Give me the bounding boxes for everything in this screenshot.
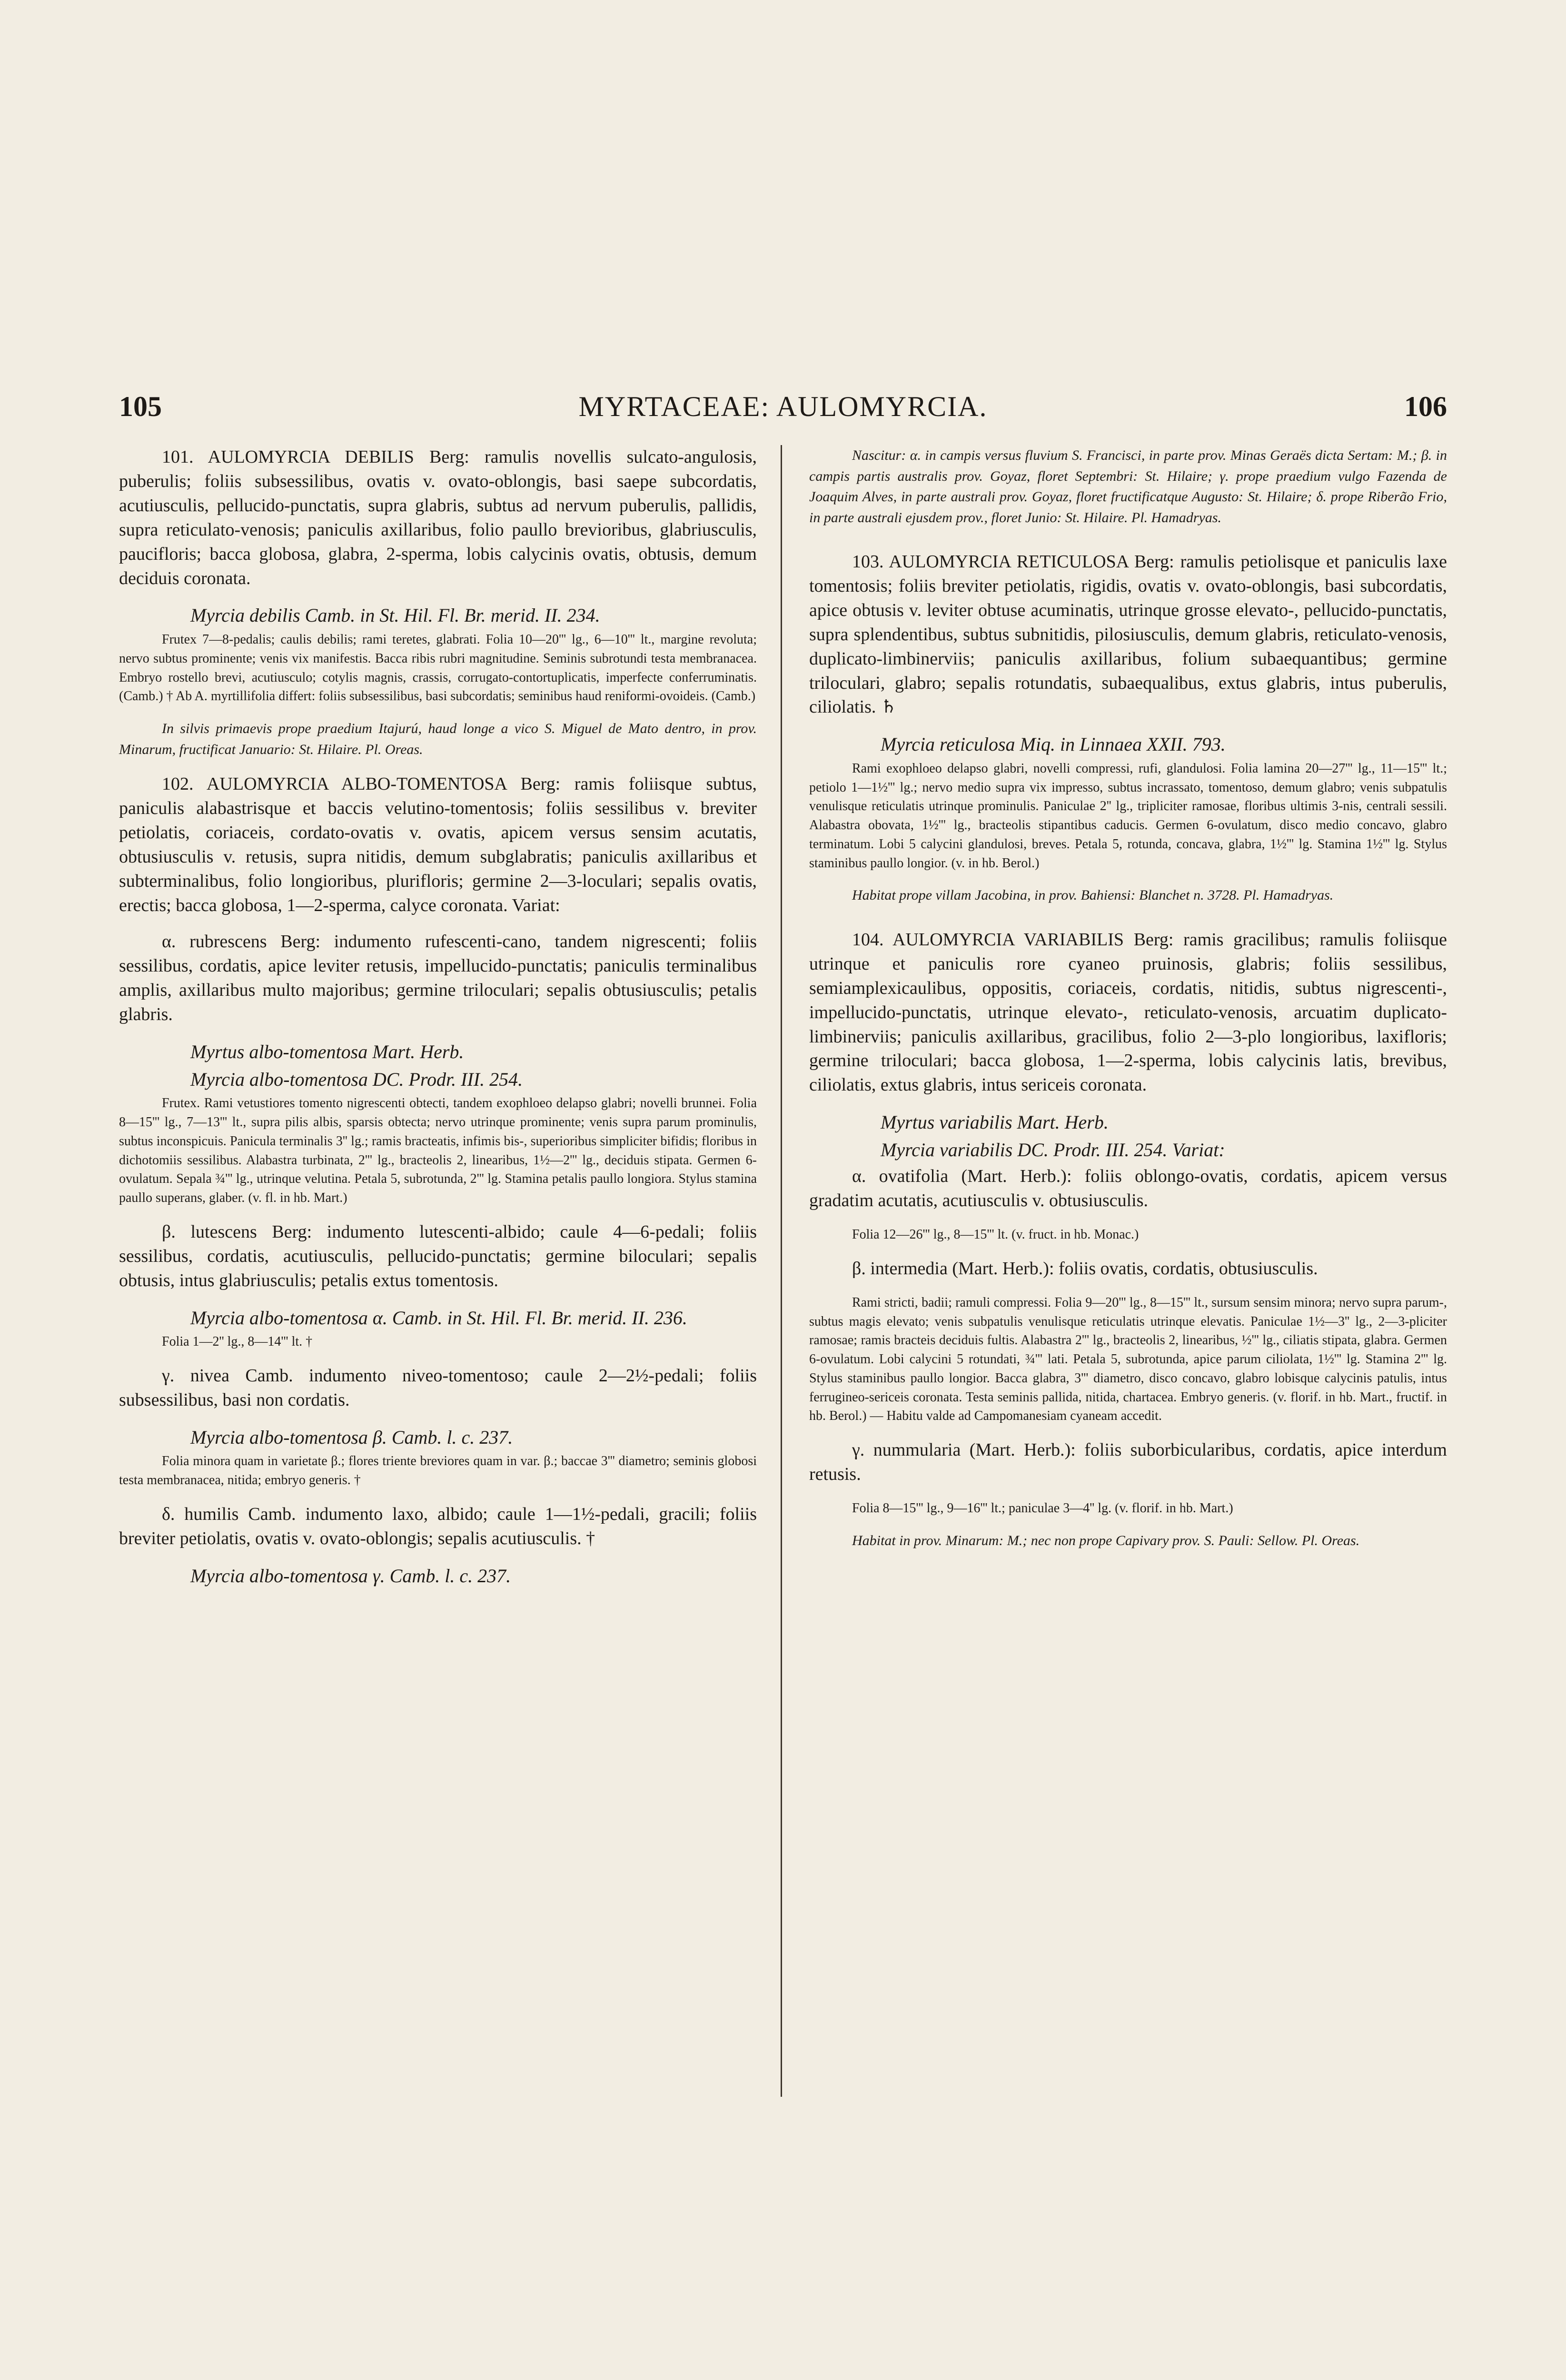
section-gap <box>809 918 1447 928</box>
synonym-line: Myrcia debilis Camb. in St. Hil. Fl. Br. merid. II. 234. <box>190 605 600 626</box>
species-notes: Frutex. Rami vetustiores tomento nigrescenti obtecti, tandem exophloeo delapso glabri; novelli brunnei. Folia 8—15''' lg., 7—13''' lt., supra pilis albis, sparsis obtecta; nervo utrinque prominente; venis supra parum prominulis, subtus inconspicuis. Panicula terminalis 3'' lg.; ramis bracteatis, infimis bis-, superioribus simpliciter bifidis; floribus in dichotomiis sessilibus. Alabastra turbinata, 2''' lg., bracteolis 2, linearibus, 1½—2''' lg., deciduis stipata. Germen 6-ovulatum. Sepala ¾''' lg., utrinque velutina. Petala 5, subrotunda, 2''' lg. Stamina petalis paullo longiora. Stylus stamina paullo superans, glaber. (v. fl. in hb. Mart.) <box>119 1096 757 1206</box>
synonym-line: Myrcia albo-tomentosa γ. Camb. l. c. 237. <box>190 1565 511 1587</box>
column-divider <box>781 445 782 2097</box>
synonym-line: Myrcia albo-tomentosa β. Camb. l. c. 237. <box>190 1426 513 1448</box>
variety-description: β. intermedia (Mart. Herb.): foliis ovatis, cordatis, obtusiusculis. <box>852 1259 1318 1279</box>
species-description: 102. AULOMYRCIA ALBO-TOMENTOSA Berg: ramis foliisque subtus, paniculis alabastrisque et baccis velutino-tomentosis; foliis sessilibus v. breviter petiolatis, coriaceis, cordato-ovatis v. ovatis, apicem versus sensim acutatis, obtusiusculis v. retusis, supra nitidis, demum subglabratis; paniculis axillaribus et subterminalibus, folio longioribus, plurifloris; germine 2—3-loculari; sepalis ovatis, erectis; bacca globosa, 1—2-sperma, calyce coronata. Variat: <box>119 774 757 915</box>
synonym-line: Myrcia albo-tomentosa DC. Prodr. III. 254. <box>190 1068 523 1090</box>
species-notes: Frutex 7—8-pedalis; caulis debilis; rami teretes, glabrati. Folia 10—20''' lg., 6—10''' lt., margine revoluta; nervo subtus prominente; venis vix manifestis. Bacca ribis rubri magnitudine. Seminis subrotundi testa membranacea. Embryo rostello brevi, acutiusculo; cotylis magnis, crassis, corrugato-contortuplicatis, imperfecte conferruminatis. (Camb.) † Ab A. myrtillifolia differt: foliis subsessilibus, basi subcordatis; seminibus haud reniformi-ovoideis. (Camb.) <box>119 632 757 704</box>
habitat-note: Habitat in prov. Minarum: M.; nec non prope Capivary prov. S. Pauli: Sellow. Pl. Oreas. <box>852 1532 1360 1548</box>
synonym-line: Myrtus variabilis Mart. Herb. <box>881 1111 1109 1133</box>
variety-description: α. rubrescens Berg: indumento rufescenti-cano, tandem nigrescenti; foliis sessilibus, cordatis, apice leviter retusis, impellucido-punctatis; paniculis terminalibus amplis, axillaribus multo majoribus; germine triloculari; sepalis obtusiusculis; petalis glabris. <box>119 932 757 1025</box>
page-number-left: 105 <box>119 391 162 422</box>
species-notes: Rami exophloeo delapso glabri, novelli compressi, rufi, glandulosi. Folia lamina 20—27''' lg., 11—15''' lt.; petiolo 1—1½''' lg.; nervo medio supra vix impresso, subtus incrassato, tomentoso, demum glabro; venis subpatulis venulisque reticulatis utrinque prominulis. Paniculae 2'' lg., tripliciter ramosae, floribus ultimis 3-nis, centrali sessili. Alabastra obovata, 1½''' lg., bracteolis stipantibus caducis. Germen 6-ovulatum, disco medio concavo, glabro terminatum. Lobi 5 calycini glandulosi, breves. Petala 5, rotunda, concava, glabra, 1½''' lg. Stamina 1½''' lg. Stylus staminibus paullo longior. (v. in hb. Berol.) <box>809 761 1447 871</box>
synonym-line: Myrcia reticulosa Miq. in Linnaea XXII. 793. <box>881 734 1226 755</box>
habitat-note: Nascitur: α. in campis versus fluvium S. Francisci, in parte prov. Minas Geraës dicta Sertam: M.; β. in campis partis australis prov. Goyaz, floret Septembri: St. Hilaire; γ. prope praedium vulgo Fazenda de Joaquim Alves, in parte australi prov. Goyaz, floret fructificatque Augusto: St. Hilaire; δ. prope Riberão Frio, in parte australi ejusdem prov., floret Junio: St. Hilaire. Pl. Hamadryas. <box>809 447 1447 526</box>
page-number-right: 106 <box>1404 391 1447 422</box>
variety-description: γ. nummularia (Mart. Herb.): foliis suborbicularibus, cordatis, apice interdum retusis. <box>809 1440 1447 1485</box>
species-description: 104. AULOMYRCIA VARIABILIS Berg: ramis gracilibus; ramulis foliisque utrinque et paniculis rore cyaneo pruinosis, glabris; foliis sessilibus, semiamplexicaulibus, oppositis, coriaceis, cordatis, nitidis, subtus nigrescenti-, impellucido-punctatis, utrinque elevato-, reticulato-venosis, arcuatim duplicato-limbinerviis; paniculis axillaribus, gracilibus, folio 2—3-plo longioribus, laxifloris; germine triloculari; bacca globosa, 1—2-sperma, lobis calycinis latis, brevibus, ciliolatis, extus glabris, intus sericeis coronata. <box>809 929 1447 1095</box>
habitat-note: In silvis primaevis prope praedium Itajurú, haud longe a vico S. Miguel de Mato dentro, in prov. Minarum, fructificat Januario: St. Hilaire. Pl. Oreas. <box>119 721 757 757</box>
variety-description: α. ovatifolia (Mart. Herb.): foliis oblongo-ovatis, cordatis, apicem versus gradatim acutatis, acutiusculis v. obtusiusculis. <box>809 1166 1447 1211</box>
species-notes: Folia 8—15''' lg., 9—16''' lt.; paniculae 3—4'' lg. (v. florif. in hb. Mart.) <box>852 1501 1233 1516</box>
species-description: 103. AULOMYRCIA RETICULOSA Berg: ramulis petiolisque et paniculis laxe tomentosis; foliis breviter petiolatis, rigidis, ovatis v. ovato-oblongis, basi subcordatis, apice obtusis v. leviter obtuse acuminatis, utrinque grosse elevato-, pellucido-punctatis, supra splendentibus, subtus subnitidis, pilosiusculis, demum glabris, reticulato-venosis, duplicato-limbinerviis; paniculis axillaribus, folium subaequantibus; germine triloculari, glabro; sepalis rotundatis, subaequalibus, extus glabris, intus puberulis, ciliolatis. ♄ <box>809 552 1447 717</box>
page-header <box>119 390 1447 433</box>
species-notes: Rami stricti, badii; ramuli compressi. Folia 9—20''' lg., 8—15''' lt., sursum sensim minora; nervo supra parum-, subtus magis elevato; venis subpatulis venulisque reticulatis utrinque elevatis. Paniculae 1½—3'' lg., 2—3-pliciter ramosae; ramis bracteis deciduis fultis. Alabastra 2''' lg., bracteolis 2, linearibus, ½''' lg., ciliatis stipata, glabra. Germen 6-ovulatum. Lobi calycini 5 rotundati, ¾''' lati. Petala 5, subrotunda, apice parum ciliolata, 1½''' lg. Stamina 2''' lg. Stylus staminibus paullo longior. Bacca glabra, 3''' diametro, disco concavo, glabro lobisque calycinis patulis, intus ferrugineo-sericeis coronata. Testa seminis pallida, nitida, chartacea. Embryo generis. (v. florif. in hb. Mart., fructif. in hb. Berol.) — Habitu valde ad Campomanesiam cyaneam accedit. <box>809 1295 1447 1424</box>
variety-description: β. lutescens Berg: indumento lutescenti-albido; caule 4—6-pedali; foliis sessilibus, cordatis, acutiusculis, pellucido-punctatis; germine biloculari; sepalis obtusis, intus glabriusculis; petalis extus tomentosis. <box>119 1221 757 1290</box>
running-title: MYRTACEAE: AULOMYRCIA. <box>578 391 988 422</box>
synonym-line: Myrcia variabilis DC. Prodr. III. 254. Variat: <box>881 1139 1225 1160</box>
variety-description: δ. humilis Camb. indumento laxo, albido; caule 1—1½-pedali, gracili; foliis breviter petiolatis, ovatis v. ovato-oblongis; sepalis acutiusculis. † <box>119 1504 757 1548</box>
section-gap <box>809 540 1447 550</box>
left-column <box>119 445 757 1590</box>
right-column <box>809 445 1447 1563</box>
species-notes: Folia minora quam in varietate β.; flores triente breviores quam in var. β.; baccae 3''' diametro; seminis globosi testa membranacea, nitida; embryo generis. † <box>119 1454 757 1488</box>
synonym-line: Myrtus albo-tomentosa Mart. Herb. <box>190 1041 464 1063</box>
species-notes: Folia 12—26''' lg., 8—15''' lt. (v. fruct. in hb. Monac.) <box>852 1227 1139 1242</box>
species-description: 101. AULOMYRCIA DEBILIS Berg: ramulis novellis sulcato-angulosis, puberulis; foliis subsessilibus, ovatis v. ovato-oblongis, basi saepe subcordatis, acutiusculis, pellucido-punctatis, supra glabris, subtus ad nervum puberulis, pallidis, supra reticulato-venosis; paniculis axillaribus, folio paullo brevioribus, glabriusculis, paucifloris; bacca globosa, glabra, 2-sperma, lobis calycinis ovatis, obtusis, demum deciduis coronata. <box>119 447 757 588</box>
species-notes: Folia 1—2'' lg., 8—14''' lt. † <box>162 1334 313 1349</box>
synonym-line: Myrcia albo-tomentosa α. Camb. in St. Hil. Fl. Br. merid. II. 236. <box>190 1307 687 1329</box>
variety-description: γ. nivea Camb. indumento niveo-tomentoso; caule 2—2½-pedali; foliis subsessilibus, basi non cordatis. <box>119 1365 757 1410</box>
habitat-note: Habitat prope villam Jacobina, in prov. Bahiensi: Blanchet n. 3728. Pl. Hamadryas. <box>852 887 1334 903</box>
